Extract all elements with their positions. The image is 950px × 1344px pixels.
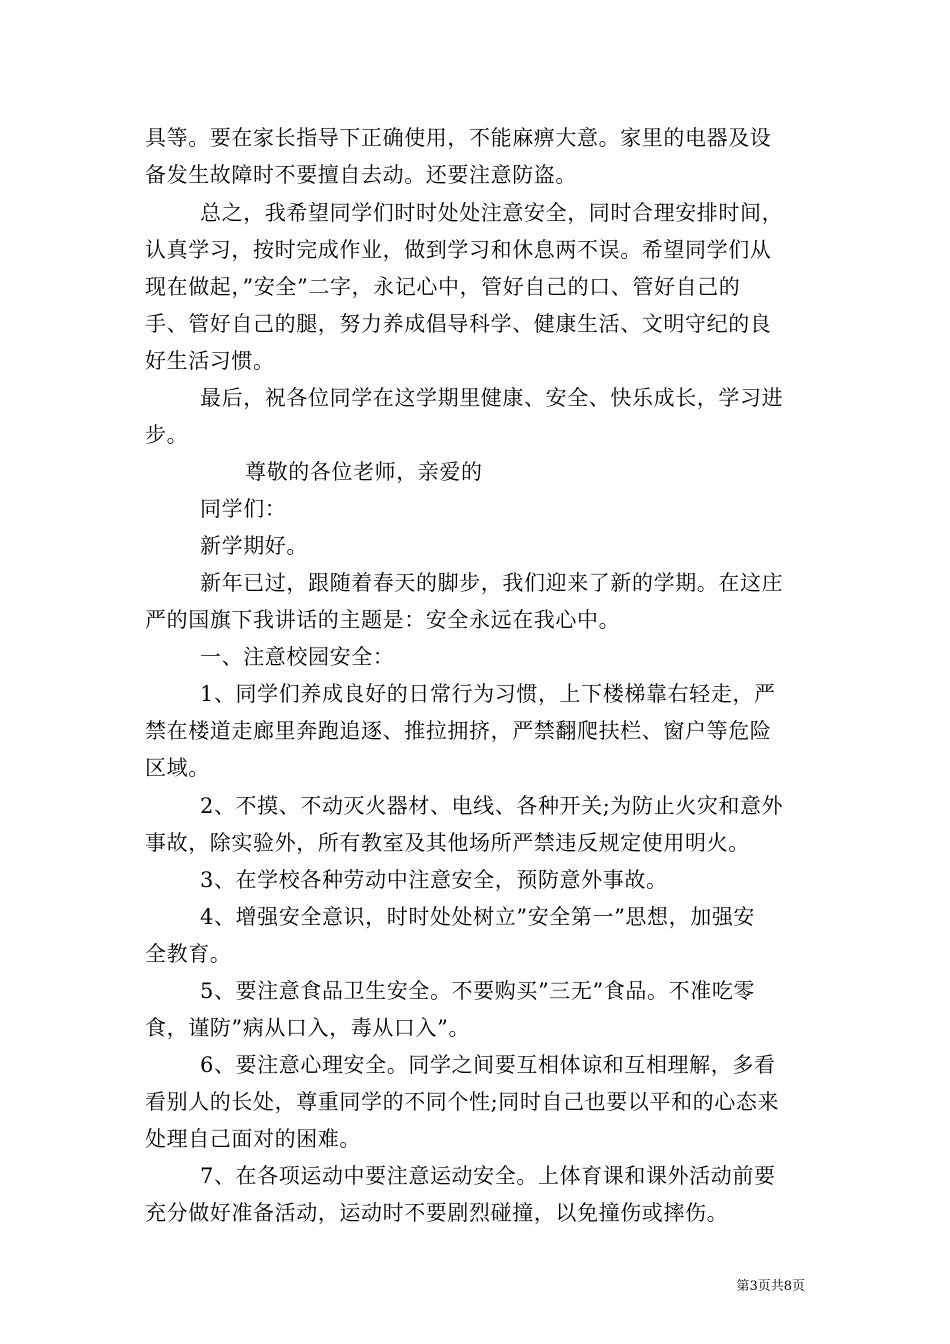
text-line: 总之，我希望同学们时时处处注意安全，同时合理安排时间， (200, 201, 784, 225)
text-line: 3、在学校各种劳动中注意安全，预防意外事故。 (200, 868, 668, 892)
greeting-line: 新学期好。 (200, 534, 308, 558)
salutation-line: 尊敬的各位老师，亲爱的 (245, 460, 483, 484)
text-line: 事故，除实验外，所有教室及其他场所严禁违反规定使用明火。 (145, 831, 750, 855)
text-line: 区域。 (145, 756, 210, 780)
text-line: 新年已过，跟随着春天的脚步，我们迎来了新的学期。在这庄 (200, 571, 784, 595)
text-line: 严的国旗下我讲话的主题是：安全永远在我心中。 (145, 608, 621, 632)
text-line: 处理自己面对的困难。 (145, 1127, 361, 1151)
text-line: 手、管好自己的腿，努力养成倡导科学、健康生活、文明守纪的良 (145, 312, 772, 336)
text-line: 现在做起，”安全”二字，永记心中，管好自己的口、管好自己的 (145, 275, 741, 299)
text-line: 看别人的长处，尊重同学的不同个性;同时自己也要以平和的心态来 (145, 1090, 780, 1114)
text-line: 备发生故障时不要擅自去动。还要注意防盗。 (145, 163, 577, 187)
text-line: 4、增强安全意识，时时处处树立”安全第一”思想，加强安 (200, 905, 756, 929)
text-line: 2、不摸、不动灭火器材、电线、各种开关;为防止火灾和意外 (200, 794, 784, 818)
page-number: 第3页共8页 (736, 1279, 805, 1294)
text-line: 6、要注意心理安全。同学之间要互相体谅和互相理解，多看 (200, 1053, 776, 1077)
text-line: 食，谨防”病从口入，毒从口入”。 (145, 1016, 471, 1040)
text-line: 禁在楼道走廊里奔跑追逐、推拉拥挤，严禁翻爬扶栏、窗户等危险 (145, 719, 772, 743)
section-heading: 一、注意校园安全： (200, 645, 395, 669)
text-line: 7、在各项运动中要注意运动安全。上体育课和课外活动前要 (200, 1164, 776, 1188)
text-line: 5、要注意食品卫生安全。不要购买”三无”食品。不准吃零 (200, 979, 756, 1003)
text-line: 具等。要在家长指导下正确使用，不能麻痹大意。家里的电器及设 (145, 126, 772, 150)
text-line: 1、同学们养成良好的日常行为习惯，上下楼梯靠右轻走，严 (200, 682, 776, 706)
salutation-line: 同学们： (200, 497, 287, 521)
text-line: 最后，祝各位同学在这学期里健康、安全、快乐成长，学习进 (200, 386, 784, 410)
text-line: 充分做好准备活动，运动时不要剧烈碰撞，以免撞伤或摔伤。 (145, 1201, 729, 1225)
text-line: 认真学习，按时完成作业，做到学习和休息两不误。希望同学们从 (145, 238, 772, 262)
text-line: 全教育。 (145, 942, 232, 966)
text-line: 步。 (145, 423, 189, 447)
text-line: 好生活习惯。 (145, 349, 275, 373)
